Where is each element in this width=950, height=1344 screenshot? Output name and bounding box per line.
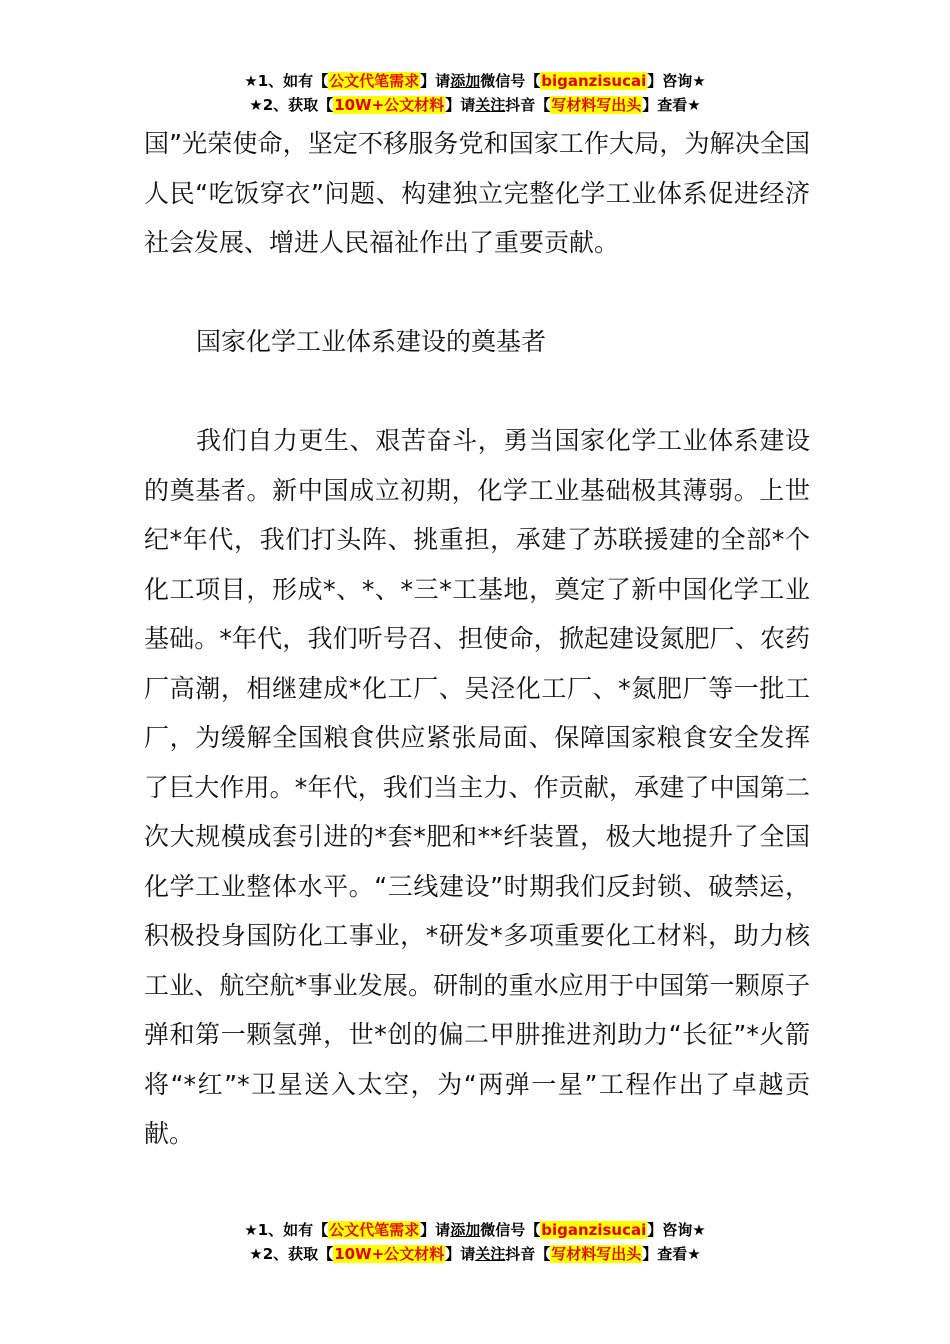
highlight-service: 公文代笔需求	[329, 72, 420, 90]
spacer	[144, 367, 810, 417]
highlight-service: 公文代笔需求	[329, 1221, 420, 1239]
highlight-douyin: 写材料写出头	[551, 1245, 642, 1263]
banner-line-1: ★1、如有【公文代笔需求】请添加微信号【biganzisucai】咨询★	[244, 72, 706, 90]
highlight-wechat-id: biganzisucai	[541, 72, 647, 90]
spacer	[144, 268, 810, 318]
banner-line-2: ★2、获取【10W+公文材料】请关注抖音【写材料写出头】查看★	[249, 96, 701, 114]
highlight-wechat-id: biganzisucai	[541, 1221, 647, 1239]
paragraph-continued: 国”光荣使命，坚定不移服务党和国家工作大局，为解决全国人民“吃饭穿衣”问题、构建独立完整化学工业体系促进经济社会发展、增进人民福祉作出了重要贡献。	[144, 129, 810, 257]
banner-line-1: ★1、如有【公文代笔需求】请添加微信号【biganzisucai】咨询★	[244, 1221, 706, 1239]
header-banner	[0, 69, 950, 117]
footer-banner	[0, 1218, 950, 1266]
banner-line-2: ★2、获取【10W+公文材料】请关注抖音【写材料写出头】查看★	[249, 1245, 701, 1263]
highlight-materials: 10W+公文材料	[334, 1245, 445, 1263]
highlight-douyin: 写材料写出头	[551, 96, 642, 114]
highlight-materials: 10W+公文材料	[334, 96, 445, 114]
document-body	[144, 119, 810, 1159]
section-heading: 国家化学工业体系建设的奠基者	[196, 327, 547, 356]
paragraph-main: 我们自力更生、艰苦奋斗，勇当国家化学工业体系建设的奠基者。新中国成立初期，化学工业基础极其薄弱。上世纪*年代，我们打头阵、挑重担，承建了苏联援建的全部*个化工项目，形成*、*、*三*工基地，奠定了新中国化学工业基础。*年代，我们听号召、担使命，掀起建设氮肥厂、农药厂高潮，相继建成*化工厂、吴泾化工厂、*氮肥厂等一批工厂，为缓解全国粮食供应紧张局面、保障国家粮食安全发挥了巨大作用。*年代，我们当主力、作贡献，承建了中国第二次大规模成套引进的*套*肥和**纤装置，极大地提升了全国化学工业整体水平。“三线建设”时期我们反封锁、破禁运，积极投身国防化工事业，*研发*多项重要化工材料，助力核工业、航空航*事业发展。研制的重水应用于中国第一颗原子弹和第一颗氢弹，世*创的偏二甲肼推进剂助力“长征”*火箭将“*红”*卫星送入太空，为“两弹一星”工程作出了卓越贡献。	[144, 426, 810, 1148]
